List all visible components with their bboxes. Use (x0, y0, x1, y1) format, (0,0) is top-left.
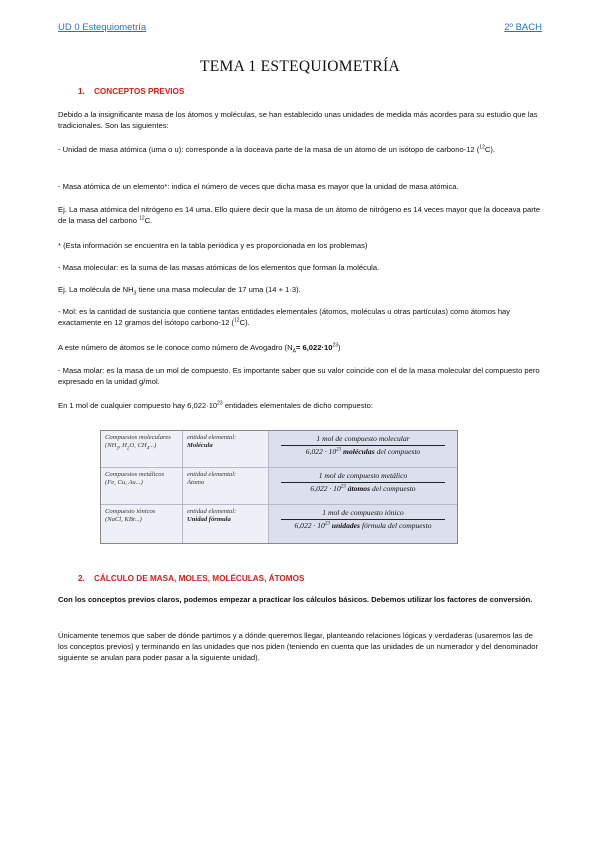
superscript: 23 (332, 342, 338, 349)
note-paragraph (58, 240, 542, 251)
superscript: 12 (234, 317, 240, 324)
entity-name: Molécula (187, 442, 213, 449)
text: - Mol: es la cantidad de sustancia que contiene tantas entidades elementales (átomos, moléculas u otras partículas) como átomos hay exactamente en 12 gramos del isótopo carbono-12 ( (58, 307, 511, 327)
page-title: TEMA 1 ESTEQUIOMETRÍA (199, 58, 401, 75)
subscript: 3 (133, 290, 137, 297)
fraction-numerator: 1 mol de compuesto iónico (281, 509, 445, 520)
conversion-factor-cell (269, 468, 457, 504)
entity-highlight: átomos (347, 484, 371, 493)
section-number: 1. (78, 87, 85, 96)
uma-paragraph (58, 144, 542, 155)
text: - Unidad de masa atómica (uma o u): corresponde a la doceava parte de la masa de un átomo de un isótopo de carbono-12 ( (58, 145, 480, 154)
fraction-denominator (281, 483, 445, 493)
paragraph (58, 306, 542, 328)
section-title: CONCEPTOS PREVIOS (94, 87, 185, 96)
avogadro-paragraph (58, 342, 542, 353)
entity-cell (183, 468, 269, 504)
section-heading-2 (78, 574, 304, 583)
text: , H (118, 442, 127, 449)
superscript: 12 (139, 215, 145, 222)
superscript: 23 (336, 447, 342, 453)
conversion-table (100, 430, 458, 544)
text: del compuesto (371, 484, 416, 493)
compound-type-cell (101, 431, 183, 467)
text: Ej. La molécula de NH (58, 285, 134, 294)
subscript: 2 (126, 446, 130, 452)
table-row (101, 505, 457, 543)
subscript: 4 (146, 446, 150, 452)
entity-name: Átomo (187, 479, 205, 486)
text: C. (144, 216, 153, 225)
entity-label: entidad elemental: (187, 508, 237, 515)
subscript: A (292, 348, 296, 355)
entity-label: entidad elemental: (187, 471, 237, 478)
text: entidades elementales de dicho compuesto: (222, 401, 374, 410)
calculations-intro-paragraph (58, 594, 542, 605)
compound-examples: (NaCl, KBr...) (105, 516, 142, 523)
text: 6,022 · 10 (310, 484, 341, 493)
entity-name: Unidad fórmula (187, 516, 231, 523)
table-row (101, 431, 457, 468)
section-heading-1 (78, 87, 184, 96)
conversion-fraction (281, 435, 445, 456)
entity-label: entidad elemental: (187, 434, 237, 441)
entity-cell (183, 505, 269, 543)
text: Ej. La masa atómica del nitrógeno es 14 uma. Ello quiere decir que la masa de un átomo de nitrógeno es 14 veces mayor que la doceava parte de la masa del carbono (58, 205, 541, 225)
fraction-denominator (281, 446, 445, 456)
superscript: 23 (340, 484, 346, 490)
compound-examples: (Fe, Cu, Au...) (105, 479, 143, 486)
conversion-fraction (281, 509, 445, 530)
entity-highlight: moléculas (343, 447, 375, 456)
text: 6,022 · 10 (305, 447, 337, 456)
header-course-label: 2º BACH (504, 22, 542, 33)
page-header (58, 22, 542, 38)
conversion-fraction (281, 472, 445, 493)
paragraph: - Masa atómica de un elemento*: indica el número de veces que dicha masa es mayor que la unidad de masa atómica. (58, 182, 459, 191)
compound-type-cell (101, 505, 183, 543)
text: (NH (105, 442, 117, 449)
header-unit-label: UD 0 Estequiometría (58, 22, 147, 33)
text: O, CH (129, 442, 147, 449)
fraction-denominator (281, 520, 445, 530)
paragraph (58, 400, 542, 411)
entity-cell (183, 431, 269, 467)
compound-type: Compuestos metálicos (105, 471, 165, 478)
compound-type: Compuestos moleculares (105, 434, 171, 441)
fraction-numerator: 1 mol de compuesto metálico (281, 472, 445, 483)
molecular-mass-paragraph (58, 262, 542, 273)
entity-highlight: unidades (331, 521, 361, 530)
paragraph: * (Esta información se encuentra en la tabla periódica y es proporcionada en los problemas) (58, 241, 368, 250)
text: 6,022 · 10 (294, 521, 325, 530)
avogadro-value: = 6,022·10 (295, 343, 333, 352)
text: tiene una masa molecular de 17 uma (14 + 1·3). (136, 285, 301, 294)
entities-paragraph (58, 400, 542, 411)
superscript: 12 (479, 144, 485, 151)
paragraph: - Masa molar: es la masa de un mol de compuesto. Es importante saber que su valor coincide con el de la masa molecular del compuesto pero expresado en la unidad g/mol. (58, 366, 540, 386)
section-title: CÁLCULO DE MASA, MOLES, MOLÉCULAS, ÁTOMOS (94, 574, 305, 583)
example-nitrogen-paragraph (58, 204, 542, 226)
paragraph: Debido a la insignificante masa de los átomos y moléculas, se han establecido unas unidades de medida más acordes para su estudio que las tradicionales. Son las siguientes: (58, 110, 538, 130)
example-nh3-paragraph (58, 284, 542, 295)
paragraph: Con los conceptos previos claros, podemos empezar a practicar los cálculos básicos. Debemos utilizar los factores de conversión. (58, 595, 533, 604)
conversion-factor-cell (269, 505, 457, 543)
subscript: 3 (116, 446, 119, 452)
text: En 1 mol de cualquier compuesto hay 6,022·10 (58, 401, 218, 410)
text: del compuesto (376, 447, 421, 456)
fraction-numerator: 1 mol de compuesto molecular (281, 435, 445, 446)
compound-type-cell (101, 468, 183, 504)
superscript: 23 (217, 400, 223, 407)
intro-paragraph (58, 109, 542, 131)
compound-examples (105, 442, 157, 452)
superscript: 23 (324, 521, 330, 527)
text: C). (484, 145, 495, 154)
text: ) (338, 343, 341, 352)
paragraph (58, 144, 542, 155)
molar-mass-paragraph (58, 365, 542, 387)
text: ...) (149, 442, 157, 449)
paragraph: - Masa molecular: es la suma de las masas atómicas de los elementos que forman la molécula. (58, 263, 380, 272)
compound-type: Compuesto iónicos (105, 508, 156, 515)
conversion-factor-cell (269, 431, 457, 467)
table-row (101, 468, 457, 505)
text: A este número de átomos se le conoce como número de Avogadro (N (58, 343, 293, 352)
method-paragraph (58, 630, 542, 663)
text: fórmula del compuesto (361, 521, 432, 530)
paragraph: Únicamente tenemos que saber de dónde partimos y a dónde queremos llegar, planteando relaciones lógicas y verdaderas (usaremos las de los conceptos previos) y terminando en las unidades que nos piden (teniendo en cuenta que las unidades de un numerador y del denominador siguiente se anulan para poder pasar a la siguiente unidad). (58, 631, 538, 662)
text: C). (239, 318, 250, 327)
atomic-mass-paragraph (58, 181, 542, 192)
paragraph (58, 204, 542, 226)
paragraph (58, 342, 542, 353)
mol-paragraph (58, 306, 542, 328)
section-number: 2. (78, 574, 85, 583)
paragraph (58, 284, 542, 295)
